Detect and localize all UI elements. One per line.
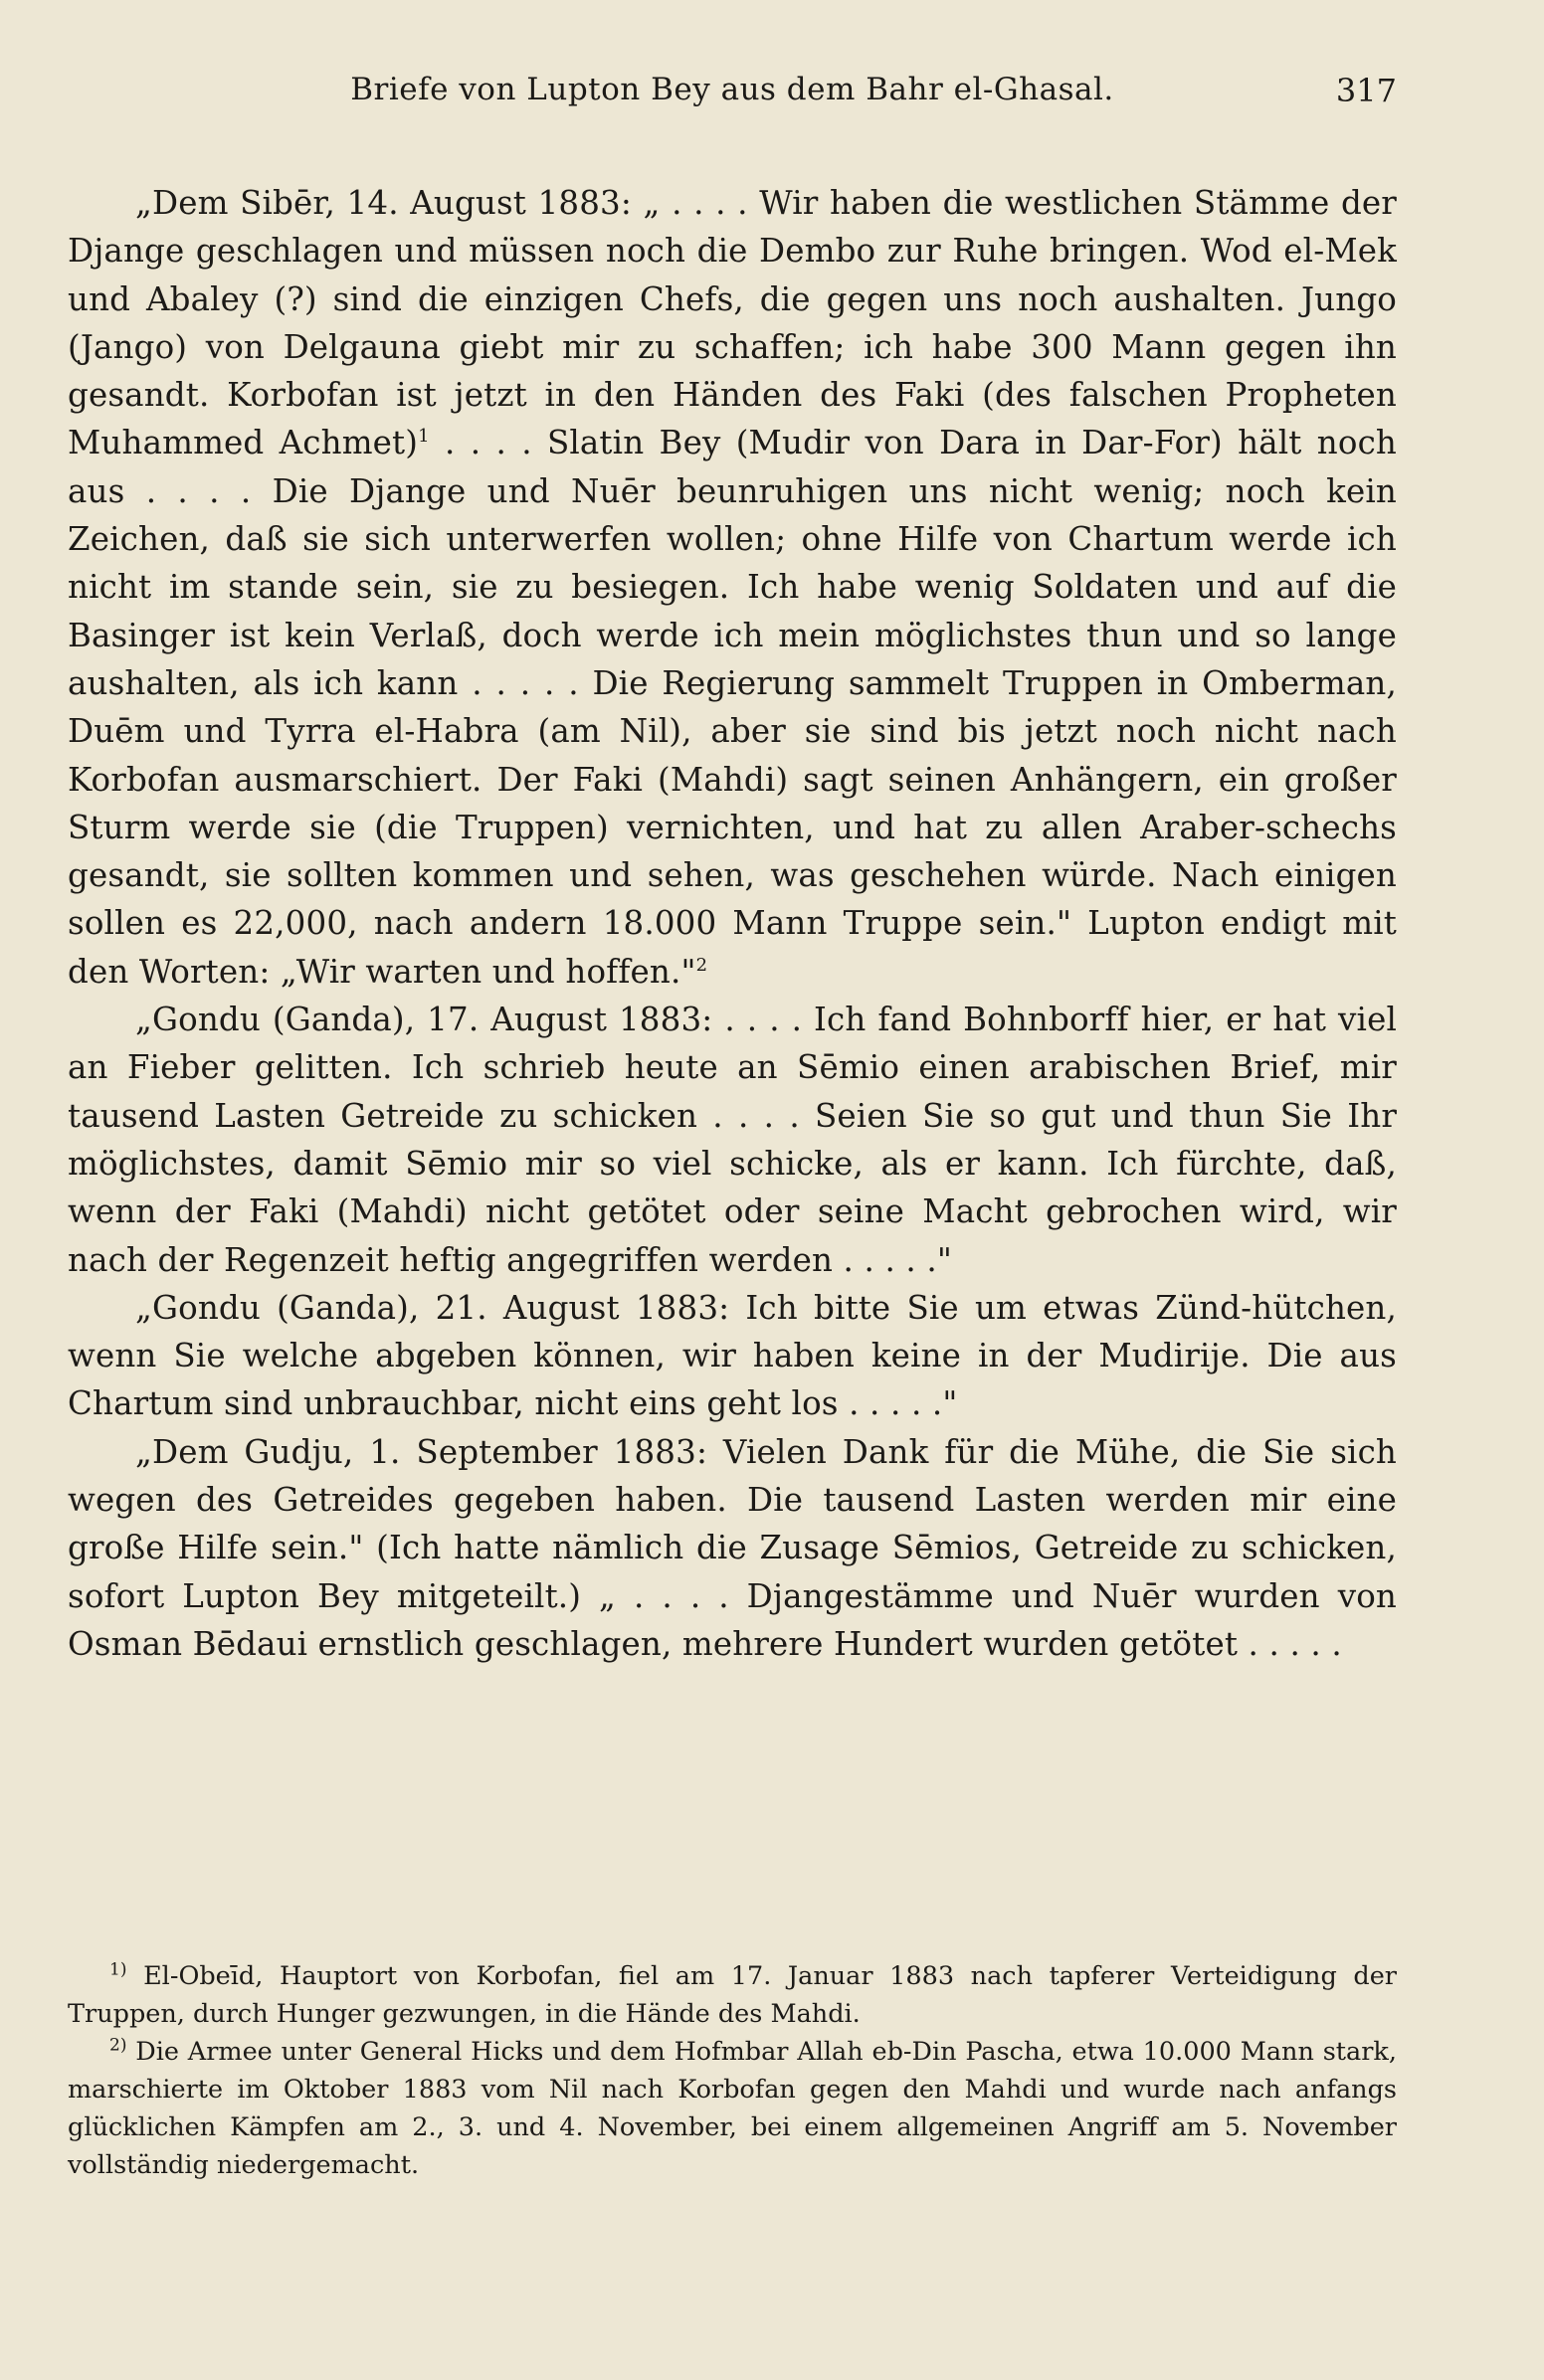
paragraph-letter-aug-21 (68, 1284, 1397, 1428)
body-text (68, 179, 1397, 1668)
paragraph-letter-aug-17 (68, 996, 1397, 1284)
running-head: Briefe von Lupton Bey aus dem Bahr el-Ghasal. (350, 72, 1114, 107)
footnote-1 (68, 1957, 1397, 2033)
paragraph-text: „Gondu (Ganda), 21. August 1883: Ich bitte Sie um etwas Zünd-hütchen, wenn Sie welche abgeben können, wir haben keine in der Mudirije. Die aus Chartum sind unbrauchbar, nicht eins geht los . . . . ." (68, 1288, 1397, 1423)
paragraph-text: „Dem Gudju, 1. September 1883: Vielen Dank für die Mühe, die Sie sich wegen des Getreides gegeben haben. Die tausend Lasten werden mir eine große Hilfe sein." (Ich hatte nämlich die Zusage Sēmios, Getreide zu schicken, sofort Lupton Bey mitgeteilt.) „ . . . . Djangestämme und Nuēr wurden von Osman Bēdaui ernstlich geschlagen, mehrere Hundert wurden getötet . . . . . (68, 1432, 1397, 1663)
footnote-ref-1[interactable]: 1 (418, 426, 430, 448)
paragraph-text-continued: . . . . Slatin Bey (Mudir von Dara in Dar-For) hält noch aus . . . . Die Djange und Nuēr beunruhigen uns nicht wenig; noch kein Zeichen, daß sie sich unterwerfen wollen; ohne Hilfe von Chartum werde ich nicht im stande sein, sie zu besiegen. Ich habe wenig Soldaten und auf die Basinger ist kein Verlaß, doch werde ich mein möglichstes thun und so lange aushalten, als ich kann . . . . . Die Regierung sammelt Truppen in Omberman, Duēm und Tyrra el-Habra (am Nil), aber sie sind bis jetzt noch nicht nach Korbofan ausmarschiert. Der Faki (Mahdi) sagt seinen Anhängern, ein großer Sturm werde sie (die Truppen) vernichten, und hat zu allen Araber-schechs gesandt, sie sollten kommen und sehen, was geschehen würde. Nach einigen sollen es 22,000, nach andern 18.000 Mann Truppe sein." Lupton endigt mit den Worten: „Wir warten und hoffen." (68, 424, 1397, 991)
footnote-text: Die Armee unter General Hicks und dem Hofmbar Allah eb-Din Pascha, etwa 10.000 Mann stark, marschierte im Oktober 1883 vom Nil nach Korbofan gegen den Mahdi und wurde nach anfangs glücklichen Kämpfen am 2., 3. und 4. November, bei einem allgemeinen Angriff am 5. November vollständig niedergemacht. (68, 2037, 1397, 2180)
paragraph-letter-sep-1 (68, 1428, 1397, 1668)
paragraph-text: „Gondu (Ganda), 17. August 1883: . . . . Ich fand Bohnborff hier, er hat viel an Fieber gelitten. Ich schrieb heute an Sēmio einen arabischen Brief, mir tausend Lasten Getreide zu schicken . . . . Seien Sie so gut und thun Sie Ihr möglichstes, damit Sēmio mir so viel schicke, als er kann. Ich fürchte, daß, wenn der Faki (Mahdi) nicht getötet oder seine Macht gebrochen wird, wir nach der Regenzeit heftig angegriffen werden . . . . ." (68, 1001, 1397, 1279)
footnote-mark: 2) (109, 2035, 127, 2056)
paragraph-text: „Dem Sibēr, 14. August 1883: „ . . . . Wir haben die westlichen Stämme der Djange geschlagen und müssen noch die Dembo zur Ruhe bringen. Wod el-Mek und Abaley (?) sind die einzigen Chefs, die gegen uns noch aushalten. Jungo (Jango) von Delgauna giebt mir zu schaffen; ich habe 300 Mann gegen ihn gesandt. Korbofan ist jetzt in den Händen des Faki (des falschen Propheten Muhammed Achmet) (68, 184, 1397, 462)
paragraph-letter-aug-14 (68, 179, 1397, 996)
page-number: 317 (1335, 72, 1397, 109)
footnote-text: El-Obeīd, Hauptort von Korbofan, fiel am 17. Januar 1883 nach tapferer Verteidigung der Truppen, durch Hunger gezwungen, in die Hände des Mahdi. (68, 1961, 1398, 2029)
footnotes (68, 1957, 1397, 2184)
page-header (68, 72, 1397, 131)
footnote-mark: 1) (109, 1959, 127, 1980)
footnote-2 (68, 2033, 1397, 2184)
footnote-ref-2[interactable]: 2 (695, 954, 708, 976)
